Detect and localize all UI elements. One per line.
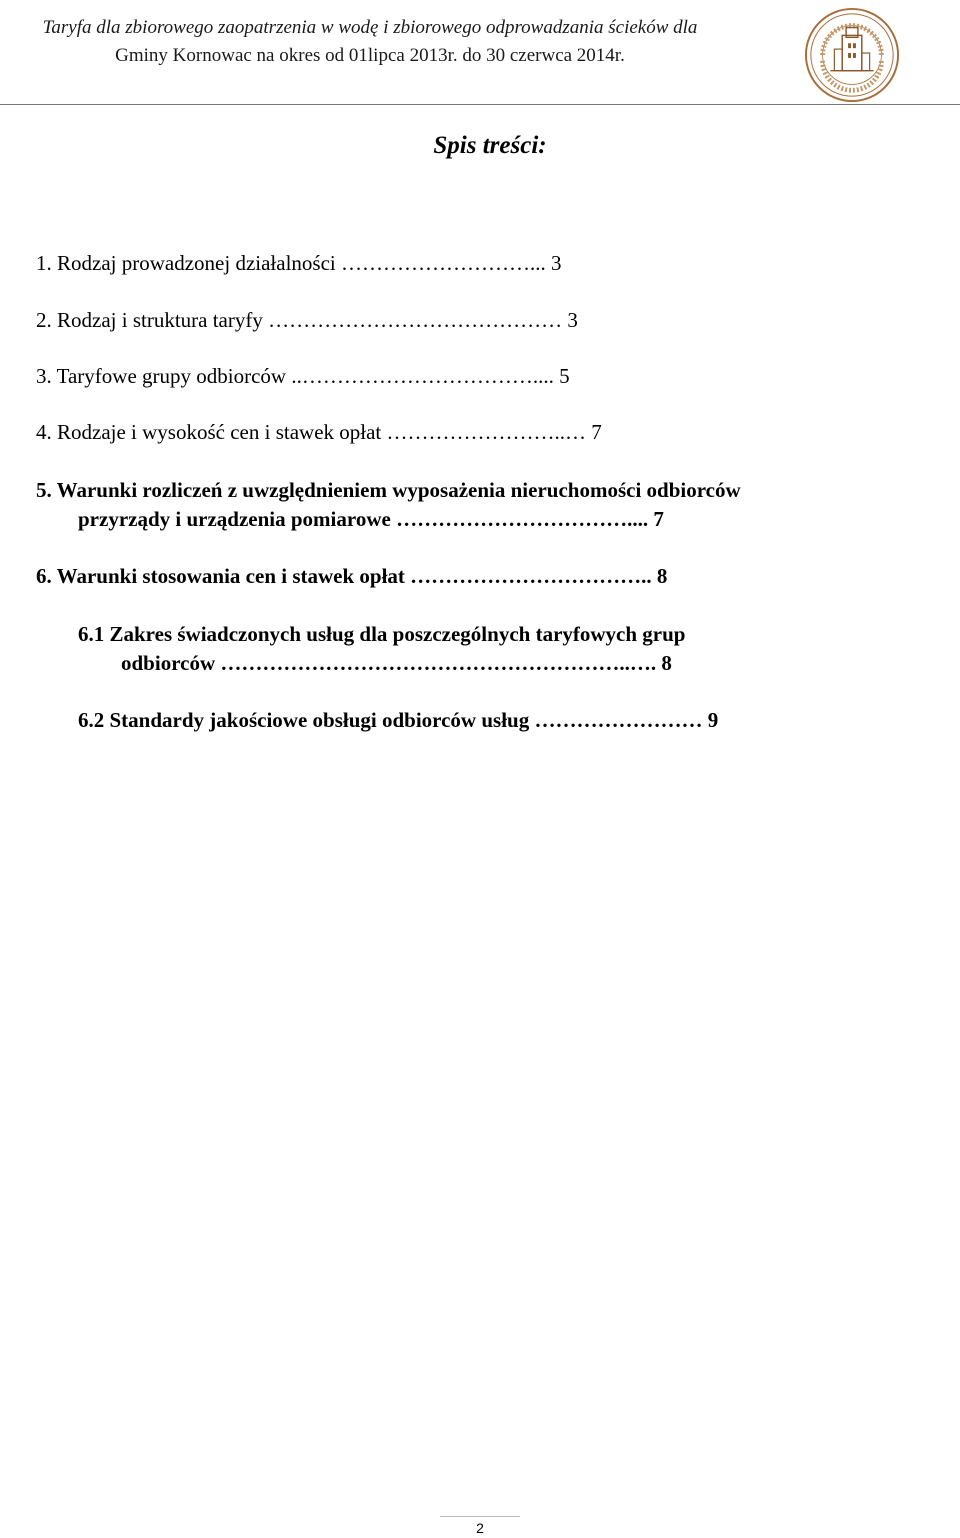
- toc-item-2: 2. Rodzaj i struktura taryfy …………………………………… 3: [36, 308, 578, 332]
- toc-item-6-1: 6.1 Zakres świadczonych usług dla poszczególnych taryfowych grup: [78, 622, 686, 646]
- toc-item-6: 6. Warunki stosowania cen i stawek opłat …………………………….. 8: [36, 564, 668, 588]
- header-divider: [0, 104, 960, 105]
- header-text: [0, 14, 740, 70]
- company-seal-icon: [803, 6, 901, 104]
- page-number: 2: [476, 1520, 484, 1536]
- toc-item-6-1-continuation: odbiorców …………………………………………………..…. 8: [121, 651, 672, 675]
- toc-item-6-2: 6.2 Standardy jakościowe obsługi odbiorców usług …………………… 9: [78, 708, 719, 732]
- toc-item-1: 1. Rodzaj prowadzonej działalności ………………………... 3: [36, 251, 562, 275]
- toc-item-4: 4. Rodzaje i wysokość cen i stawek opłat ……………………..… 7: [36, 420, 602, 444]
- toc-item-5-continuation: przyrządy i urządzenia pomiarowe …………………………….... 7: [78, 507, 664, 531]
- header-title-line2: Gminy Kornowac na okres od 01lipca 2013r. do 30 czerwca 2014r.: [115, 45, 625, 66]
- footer-divider: [440, 1516, 520, 1517]
- header-title-line1: Taryfa dla zbiorowego zaopatrzenia w wodę i zbiorowego odprowadzania ścieków dla: [42, 17, 698, 38]
- page-header: [0, 0, 960, 106]
- toc-item-3: 3. Taryfowe grupy odbiorców ..…………………………….... 5: [36, 364, 570, 388]
- toc-title: Spis treści:: [433, 132, 547, 159]
- toc-item-5: 5. Warunki rozliczeń z uwzględnieniem wyposażenia nieruchomości odbiorców: [36, 478, 741, 502]
